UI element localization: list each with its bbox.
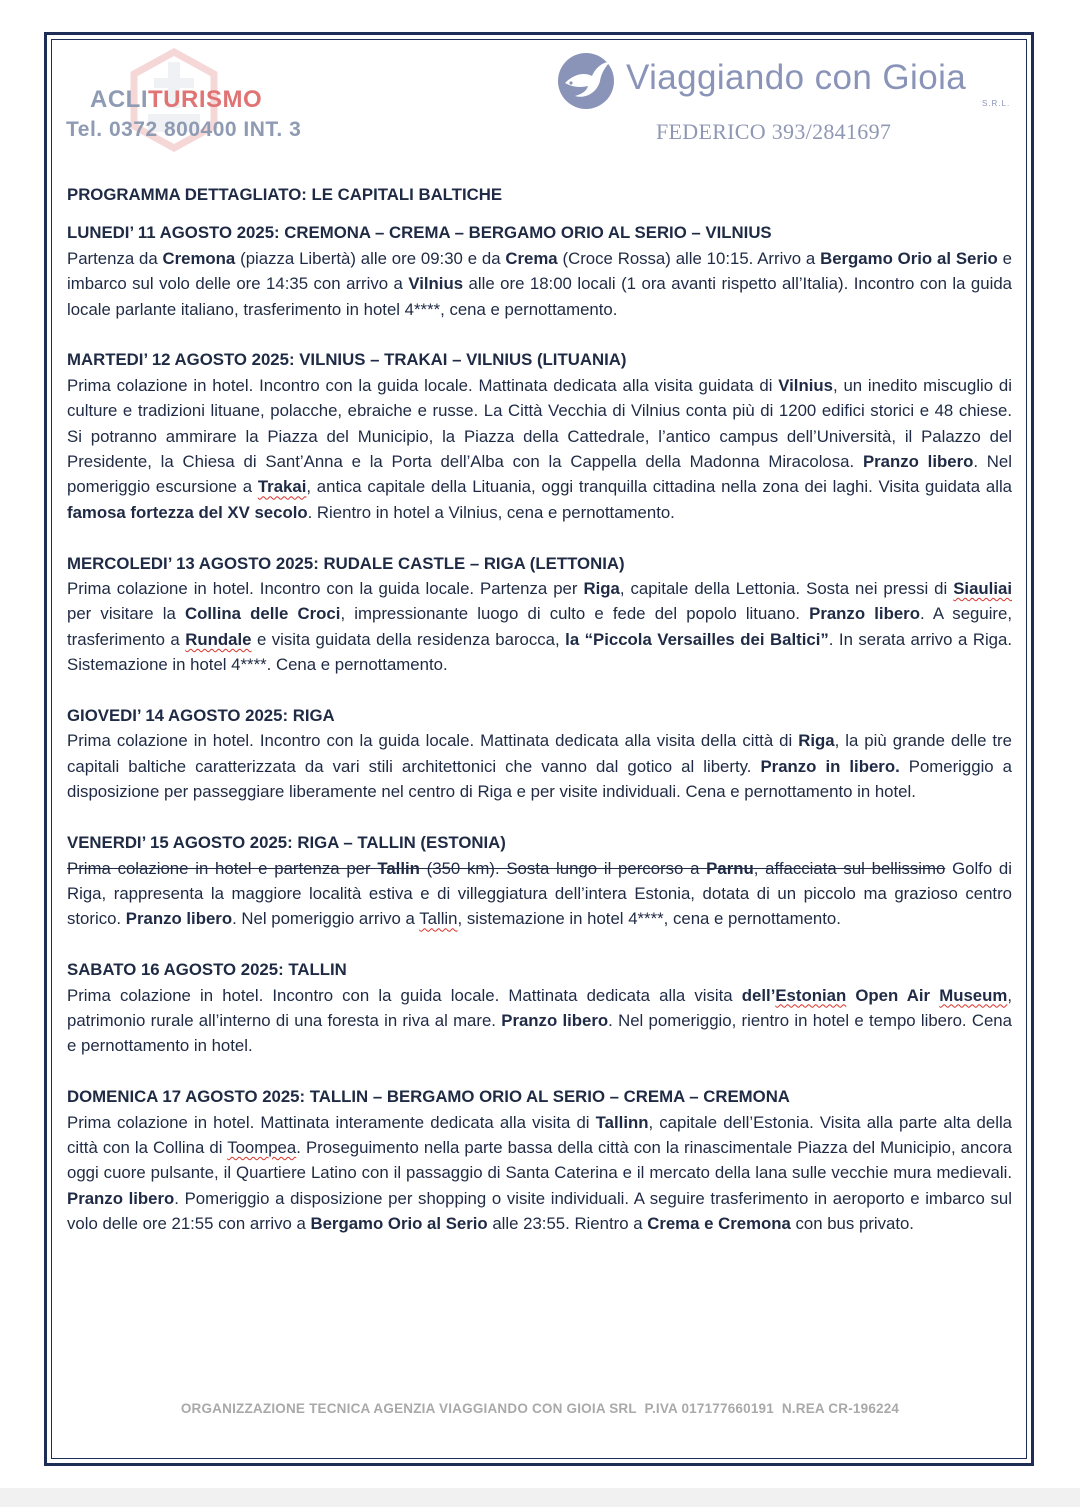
text-run: Toompea <box>227 1137 297 1157</box>
text-run: . Nel pomeriggio escursione a <box>67 452 1012 497</box>
bold-text: Riga <box>583 579 620 599</box>
bold-text: Pranzo libero <box>501 1010 609 1030</box>
bold-text: Cremona <box>162 248 236 268</box>
bold-text: Collina delle Croci <box>185 604 341 624</box>
day-title: LUNEDI’ 11 AGOSTO 2025: CREMONA – CREMA – BERGAMO ORIO AL SERIO – VILNIUS <box>67 223 772 243</box>
day-section <box>67 347 1012 525</box>
text-run: , antica capitale della Lituania, oggi tranquilla cittadina nella zona dei laghi. Visita guidata alla <box>306 477 1012 497</box>
text-run: , impressionante luogo di culto e fede del popolo lituano. <box>340 604 810 624</box>
bold-text: Pranzo libero <box>862 452 974 472</box>
text-run: Prima colazione in hotel. Incontro con la guida locale. Partenza per <box>67 579 584 599</box>
text-run: (350 km). Sosta lungo il percorso a <box>419 858 707 878</box>
bold-text: Bergamo Orio al Serio <box>310 1214 488 1234</box>
acli-phone: Tel. 0372 800400 INT. 3 <box>66 118 302 141</box>
text-run: Golfo di Riga, rappresenta la maggiore località estiva e di villeggiatura dell’intera Estonia, dotata di un piccolo ma grazioso centro storico. <box>67 858 1012 929</box>
text-run: Partenza da <box>67 248 163 268</box>
text-run: Prima colazione in hotel. Mattinata interamente dedicata alla visita di <box>67 1112 596 1132</box>
day-description <box>67 728 1012 804</box>
bold-text: Pranzo libero <box>67 1188 175 1208</box>
bold-text: Bergamo Orio al Serio <box>820 248 998 268</box>
bold-text: Parnu <box>706 858 754 878</box>
text-run: Tallin <box>419 909 458 929</box>
agency-suffix: S.R.L. <box>982 99 1011 108</box>
text-run: , capitale dell’Estonia. Visita alla parte alta della città con la Collina di <box>67 1112 1013 1157</box>
text-run: alle ore 18:00 locali (1 ora avanti rispetto all’Italia). Incontro con la guida locale parlante italiano, trasferimento in hotel 4****, cena e pernottamento. <box>67 274 1012 319</box>
day-title: GIOVEDI’ 14 AGOSTO 2025: RIGA <box>67 706 335 726</box>
agency-contact: FEDERICO 393/2841697 <box>656 119 892 144</box>
bold-text: Crema e Cremona <box>647 1214 791 1234</box>
bold-text: Riga <box>798 731 835 751</box>
text-run: Pomeriggio a disposizione per passeggiare liberamente nel centro di Riga e per visite individuali. Cena e pernottamento in hotel. <box>67 756 1012 802</box>
day-description <box>67 576 1012 678</box>
bold-text: Rundale <box>185 629 252 649</box>
bold-text: Museum <box>939 985 1008 1005</box>
day-title: SABATO 16 AGOSTO 2025: TALLIN <box>67 960 347 980</box>
text-run: . In serata arrivo a Riga. Sistemazione in hotel 4****. Cena e pernottamento. <box>67 629 1013 675</box>
bold-text: dell’ <box>741 985 776 1005</box>
text-run: , capitale della Lettonia. Sosta nei pressi di <box>619 579 954 599</box>
bold-text: Pranzo in libero. <box>760 756 900 776</box>
text-run: , la più grande delle tre capitali baltiche caratterizzata da vari stili architettonici che vanno dal gotico al liberty. <box>67 731 1012 776</box>
bold-text: Vilnius <box>778 375 833 395</box>
text-run: , patrimonio rurale all’interno di una foresta in riva al mare. <box>67 985 1012 1030</box>
text-run: . Nel pomeriggio, rientro in hotel e tempo libero. Cena e pernottamento in hotel. <box>67 1010 1012 1056</box>
text-run: per visitare la <box>67 604 185 624</box>
day-description <box>67 1110 1012 1237</box>
text-run: . Proseguimento nella parte bassa della città con la rinascimentale Piazza del Municipio, ancora oggi cuore pulsante, il Quartiere Latino con il passaggio di Santa Caterina e il mercato della lana sulle vecchie mura medievali. <box>67 1137 1012 1183</box>
bold-text: famosa fortezza del XV secolo <box>67 502 308 522</box>
bold-text: Tallinn <box>595 1112 649 1132</box>
bold-text: Estonian <box>775 985 847 1005</box>
text-run: con bus privato. <box>790 1214 914 1234</box>
bold-text: Pranzo libero <box>125 909 233 929</box>
text-run: . Nel pomeriggio arrivo a <box>232 909 420 929</box>
text-run: Prima colazione in hotel. Incontro con la guida locale. Mattinata dedicata alla visita guidata di <box>67 375 779 395</box>
letterhead <box>0 0 1080 165</box>
day-section <box>67 220 1012 322</box>
day-section <box>67 957 1012 1059</box>
day-description <box>67 246 1012 322</box>
text-run: (Croce Rossa) alle 10:15. Arrivo a <box>557 248 821 268</box>
text-run: , un inedito miscuglio di culture e tradizioni lituane, polacche, ebraiche e russe. La Città Vecchia di Vilnius conta più di 1200 edifici storici e 48 chiese. Si potranno ammirare la Piazza del Municipio, la Piazza della Cattedrale, l’antico campus dell’Università, il Palazzo del Presidente, la Chiesa di Sant’Anna e la Porta dell’Alba con la Cappella della Madonna Miracolosa. <box>67 375 1012 472</box>
day-description <box>67 373 1012 525</box>
program-body <box>67 182 1012 1262</box>
dove-logo-icon <box>556 52 616 110</box>
day-description <box>67 856 1012 932</box>
bold-text: Tallin <box>377 858 420 878</box>
text-run: . Pomeriggio a disposizione per shopping o visite individuali. A seguire trasferimento in aeroporto e imbarco sul volo delle ore 21:55 con arrivo a <box>67 1188 1012 1234</box>
text-run: e imbarco sul volo delle ore 14:35 con arrivo a <box>67 248 1012 294</box>
day-list <box>67 220 1012 1236</box>
acli-brand-part1: ACLI <box>90 86 148 113</box>
page-bottom-edge <box>0 1488 1080 1507</box>
bold-text: Siauliai <box>953 579 1012 599</box>
day-section <box>67 830 1012 932</box>
bold-text: Trakai <box>257 477 307 497</box>
text-run: Prima colazione in hotel. Incontro con la guida locale. Mattinata dedicata alla visita della città di <box>67 731 799 751</box>
acli-turismo-brand <box>90 86 262 114</box>
text-run: alle 23:55. Rientro a <box>487 1214 648 1234</box>
bold-text: Open Air <box>846 985 940 1005</box>
bold-text: Pranzo libero <box>809 604 920 624</box>
text-run: (piazza Libertà) alle ore 09:30 e da <box>235 248 506 268</box>
text-run: Prima colazione in hotel. Incontro con la guida locale. Mattinata dedicata alla visita <box>67 985 742 1005</box>
agency-name: Viaggiando con Gioia <box>626 58 967 97</box>
bold-text: la “Piccola Versailles dei Baltici” <box>565 629 829 649</box>
day-section <box>67 551 1012 678</box>
bold-text: Vilnius <box>408 274 464 294</box>
footer-legal: ORGANIZZAZIONE TECNICA AGENZIA VIAGGIANDO CON GIOIA SRL P.IVA 017177660191 N.REA CR-196224 <box>180 1401 900 1416</box>
text-run: , sistemazione in hotel 4****, cena e pernottamento. <box>457 909 841 929</box>
program-title: PROGRAMMA DETTAGLIATO: LE CAPITALI BALTICHE <box>67 185 503 204</box>
day-title: VENERDI’ 15 AGOSTO 2025: RIGA – TALLIN (ESTONIA) <box>67 833 506 853</box>
text-run: . Rientro in hotel a Vilnius, cena e pernottamento. <box>307 502 675 522</box>
day-title: DOMENICA 17 AGOSTO 2025: TALLIN – BERGAMO ORIO AL SERIO – CREMA – CREMONA <box>67 1087 790 1107</box>
day-title: MARTEDI’ 12 AGOSTO 2025: VILNIUS – TRAKAI – VILNIUS (LITUANIA) <box>67 350 627 370</box>
acli-brand-part2: TURISMO <box>148 86 263 113</box>
text-run: e visita guidata della residenza barocca, <box>251 629 566 649</box>
text-run: , affacciata sul bellissimo <box>753 858 946 878</box>
day-title: MERCOLEDI’ 13 AGOSTO 2025: RUDALE CASTLE – RIGA (LETTONIA) <box>67 553 625 573</box>
text-run: . A seguire, trasferimento a <box>67 604 1013 649</box>
text-run: Prima colazione in hotel e partenza per <box>67 858 378 878</box>
bold-text: Crema <box>505 248 558 268</box>
day-section <box>67 1084 1012 1236</box>
day-section <box>67 703 1012 805</box>
day-description <box>67 983 1012 1059</box>
